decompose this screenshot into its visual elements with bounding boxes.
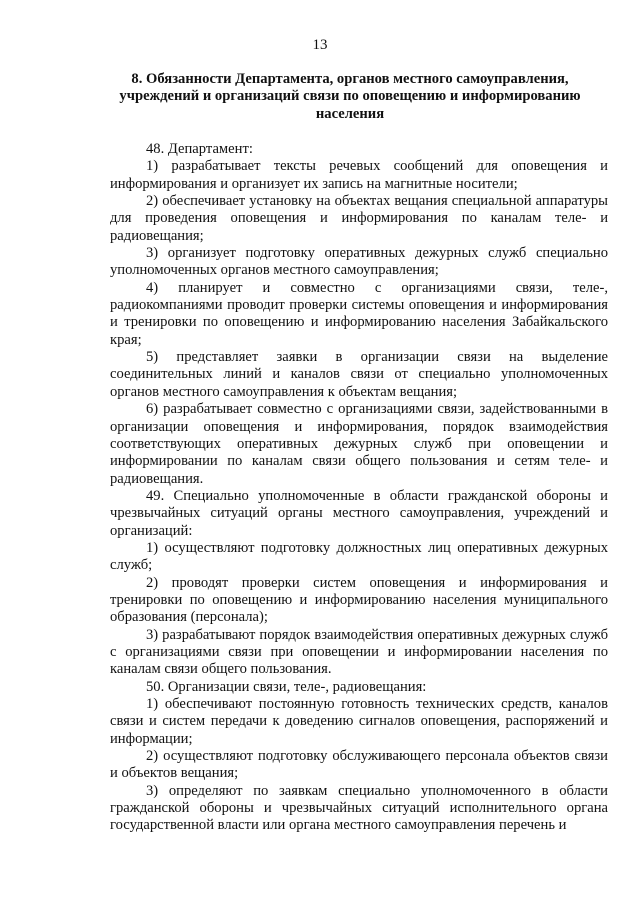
paragraph: 2) осуществляют подготовку обслуживающего персонала объектов связи и объектов вещания; bbox=[110, 748, 608, 782]
paragraph: 2) обеспечивает установку на объектах вещания специальной аппаратуры для проведения оповещения и информирования по каналам теле- и радиовещания; bbox=[110, 193, 608, 244]
paragraph: 1) обеспечивают постоянную готовность технических средств, каналов связи и систем передачи к доведению сигналов оповещения, распоряжений и информации; bbox=[110, 696, 608, 747]
paragraph: 3) разрабатывают порядок взаимодействия оперативных дежурных служб с организациями связи при оповещении и информировании населения по каналам связи общего пользования. bbox=[110, 626, 608, 678]
paragraph: 50. Организации связи, теле-, радиовещания: bbox=[146, 678, 427, 695]
paragraph: 48. Департамент: bbox=[146, 141, 253, 157]
document-body bbox=[110, 141, 608, 835]
paragraph: 3) определяют по заявкам специально уполномоченного в области гражданской обороны и чрезвычайных ситуаций исполнительного органа государственной власти или органа местного самоуправления перечень и bbox=[110, 782, 608, 834]
paragraph: 4) планирует и совместно с организациями связи, теле-, радиокомпаниями проводит проверки системы оповещения и информирования и тренировки по оповещению и информированию населения Забайкальского края; bbox=[110, 279, 608, 348]
paragraph: 5) представляет заявки в организации связи на выделение соединительных линий и каналов связи от специально уполномоченных органов местного самоуправления к объектам вещания; bbox=[110, 349, 608, 400]
paragraph: 2) проводят проверки систем оповещения и информирования и тренировки по оповещению и информированию населения муниципального образования (персонала); bbox=[110, 574, 608, 626]
paragraph: 6) разрабатывает совместно с организациями связи, задействованными в организации оповещения и информирования, порядок взаимодействия соответствующих оперативных дежурных служб при оповещении и информировании по каналам связи общего пользования и сетям теле- и радиовещания. bbox=[110, 401, 608, 487]
section-heading: 8. Обязанности Департамента, органов местного самоуправления, учреждений и организаций связи по оповещению и информированию населения bbox=[119, 71, 581, 122]
paragraph: 1) разрабатывает тексты речевых сообщений для оповещения и информирования и организует их запись на магнитные носители; bbox=[110, 158, 608, 192]
page-number: 13 bbox=[312, 37, 328, 53]
paragraph: 49. Специально уполномоченные в области гражданской обороны и чрезвычайных ситуаций органы местного самоуправления, учреждений и организаций: bbox=[110, 487, 608, 539]
paragraph: 1) осуществляют подготовку должностных лиц оперативных дежурных служб; bbox=[110, 539, 608, 574]
paragraph: 3) организует подготовку оперативных дежурных служб специально уполномоченных органов местного самоуправления; bbox=[110, 245, 608, 279]
